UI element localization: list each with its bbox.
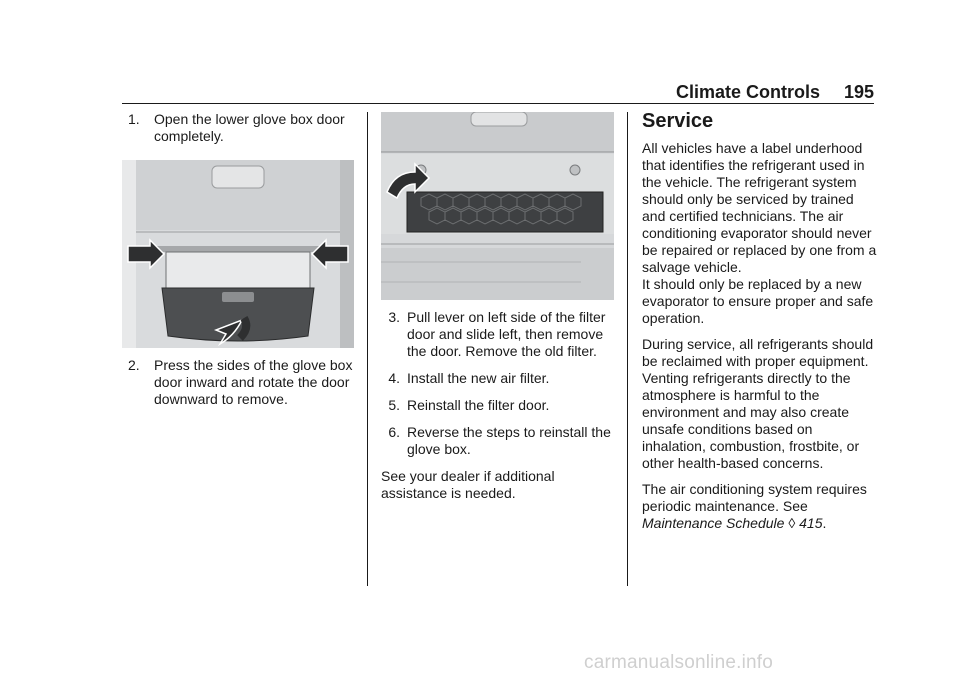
service-paragraph-1: All vehicles have a label underhood that identifies the refrigerant used in the vehicle. The refrigerant system should only be serviced by trained and certified technicians. The air conditioning evaporator should never be repaired or replaced by one from a salvage vehicle. [642, 140, 877, 275]
page-number: 195 [843, 82, 874, 102]
service-paragraph-3 [642, 481, 878, 532]
service-heading: Service [642, 110, 714, 132]
step-number: 1. [128, 111, 140, 127]
glove-box-drawing [122, 160, 354, 348]
column-divider-right [627, 112, 628, 586]
watermark: carmanualsonline.info [584, 652, 774, 673]
column-divider-left [367, 112, 368, 586]
page-ref-number[interactable]: 415 [799, 515, 823, 531]
step-number: 3. [388, 309, 400, 325]
filter-door-drawing [381, 112, 614, 300]
dealer-note: See your dealer if additional assistance is needed. [381, 468, 555, 501]
step-number: 2. [128, 357, 140, 373]
header-rule [122, 103, 874, 104]
step-6 [381, 424, 617, 458]
step-2 [128, 357, 356, 408]
step-5 [381, 397, 617, 414]
left-column [128, 111, 356, 155]
step-number: 6. [388, 424, 400, 440]
step-text: Install the new air filter. [407, 370, 550, 386]
service-paragraph-2: During service, all refrigerants should be reclaimed with proper equipment. Venting refrigerants directly to the atmosphere is harmful to the environment and may also create unsafe conditions based on inhalation, combustion, frostbite, or other health-based concerns. [642, 336, 874, 471]
right-column [642, 110, 878, 541]
step-text: Open the lower glove box door completely. [154, 111, 345, 144]
paragraph-end: . [822, 515, 827, 531]
service-paragraph-1b: It should only be replaced by a new evaporator to ensure proper and safe operation. [642, 276, 874, 326]
page-header [676, 82, 874, 103]
middle-column [381, 309, 617, 511]
step-number: 4. [388, 370, 400, 386]
step-text: Reverse the steps to reinstall the glove box. [407, 424, 611, 457]
section-title: Climate Controls [676, 82, 821, 102]
glove-box-illustration [122, 160, 354, 348]
maintenance-schedule-link[interactable]: Maintenance Schedule [642, 515, 785, 531]
step-1 [128, 111, 356, 145]
step-4 [381, 370, 617, 387]
page-ref-symbol: ◊ [788, 515, 796, 531]
filter-door-illustration [381, 112, 614, 300]
step-text: Reinstall the filter door. [407, 397, 550, 413]
step-text: Pull lever on left side of the filter door and slide left, then remove the door. Remove the old filter. [407, 309, 606, 359]
step-text: Press the sides of the glove box door inward and rotate the door downward to remove. [154, 357, 353, 407]
left-column-lower [128, 357, 356, 418]
step-3 [381, 309, 617, 360]
step-number: 5. [388, 397, 400, 413]
paragraph-text: The air conditioning system requires periodic maintenance. See [642, 481, 867, 514]
